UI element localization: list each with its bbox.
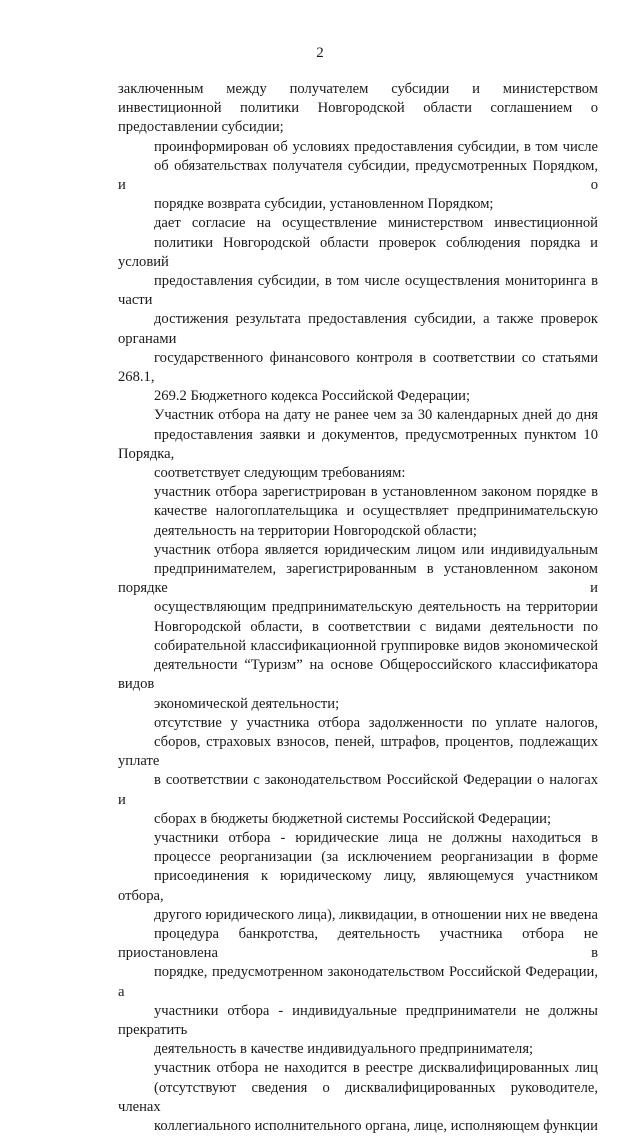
paragraph [118, 483, 598, 541]
text-line: достижения результата предоставления субсидии, а также проверок органами [118, 311, 598, 347]
text-line: соответствует следующим требованиям: [154, 465, 406, 482]
paragraph [118, 214, 598, 406]
text-line: деятельность на территории Новгородской области; [154, 522, 477, 539]
paragraph [118, 829, 598, 1059]
text-line: заключенным между получателем субсидии и министерством [118, 81, 598, 97]
text-line: сборах в бюджеты бюджетной системы Российской Федерации; [154, 810, 552, 827]
paragraph [118, 541, 598, 714]
text-line: предоставления заявки и документов, предусмотренных пунктом 10 Порядка, [118, 426, 598, 462]
text-line: предоставления субсидии, в том числе осуществления мониторинга в части [118, 273, 598, 309]
text-line: в соответствии с законодательством Российской Федерации о налогах и [118, 772, 598, 808]
text-line: деятельность в качестве индивидуального предпринимателя; [154, 1041, 534, 1058]
text-line: политики Новгородской области проверок соблюдения порядка и условий [118, 234, 598, 270]
text-line: деятельности “Туризм” на основе Общероссийского классификатора видов [118, 657, 598, 693]
text-line: предоставлении субсидии; [118, 119, 284, 136]
text-line: сборов, страховых взносов, пеней, штрафов, процентов, подлежащих уплате [118, 733, 598, 770]
text-line: собирательной классификационной группировке видов экономической [154, 637, 598, 654]
text-line: порядке, предусмотренном законодательством Российской Федерации, а [118, 964, 598, 1000]
text-line: Новгородской области, в соответствии с видами деятельности по [154, 618, 598, 635]
text-line: об обязательствах получателя субсидии, предусмотренных Порядком, и о [118, 157, 598, 194]
text-line: присоединения к юридическому лицу, являющемуся участником отбора, [118, 868, 598, 904]
document-body [118, 80, 598, 1136]
page-number: 2 [316, 45, 324, 61]
paragraph [118, 714, 598, 829]
text-line: дает согласие на осуществление министерством инвестиционной [154, 215, 598, 232]
paragraph [118, 406, 598, 483]
text-line: предпринимателем, зарегистрированным в установленном законом порядке и [118, 561, 598, 597]
paragraph [118, 138, 598, 215]
text-line: участник отбора зарегистрирован в установленном законом порядке в [154, 484, 598, 501]
text-line: (отсутствуют сведения о дисквалифицированных руководителе, членах [118, 1079, 598, 1115]
text-line: процедура банкротства, деятельность участника отбора не приостановлена в [118, 925, 598, 962]
text-line: экономической деятельности; [154, 695, 340, 712]
text-line: осуществляющим предпринимательскую деятельность на территории [154, 599, 598, 616]
text-line: участник отбора является юридическим лицом или индивидуальным [154, 541, 598, 558]
text-line: участники отбора - юридические лица не должны находиться в [154, 829, 598, 846]
text-line: 269.2 Бюджетного кодекса Российской Федерации; [154, 388, 471, 405]
text-line: государственного финансового контроля в соответствии со статьями 268.1, [118, 349, 598, 386]
text-line: участники отбора - индивидуальные предприниматели не должны прекратить [118, 1002, 598, 1038]
paragraph [118, 80, 598, 138]
text-line: порядке возврата субсидии, установленном Порядком; [154, 196, 494, 213]
paragraph [118, 1059, 598, 1136]
text-line: проинформирован об условиях предоставления субсидии, в том числе [154, 138, 598, 155]
text-line: качестве налогоплательщика и осуществляет предпринимательскую [154, 503, 598, 520]
text-line: процессе реорганизации (за исключением реорганизации в форме [154, 849, 598, 866]
text-line: Участник отбора на дату не ранее чем за 30 календарных дней до дня [154, 407, 598, 424]
text-line: коллегиального исполнительного органа, лице, исполняющем функции [154, 1117, 598, 1134]
text-line: отсутствие у участника отбора задолженности по уплате налогов, [154, 714, 598, 731]
text-line: инвестиционной политики Новгородской области соглашением о [118, 100, 598, 117]
text-line: участник отбора не находится в реестре дисквалифицированных лиц [154, 1060, 598, 1077]
text-line: другого юридического лица), ликвидации, в отношении них не введена [154, 906, 598, 923]
